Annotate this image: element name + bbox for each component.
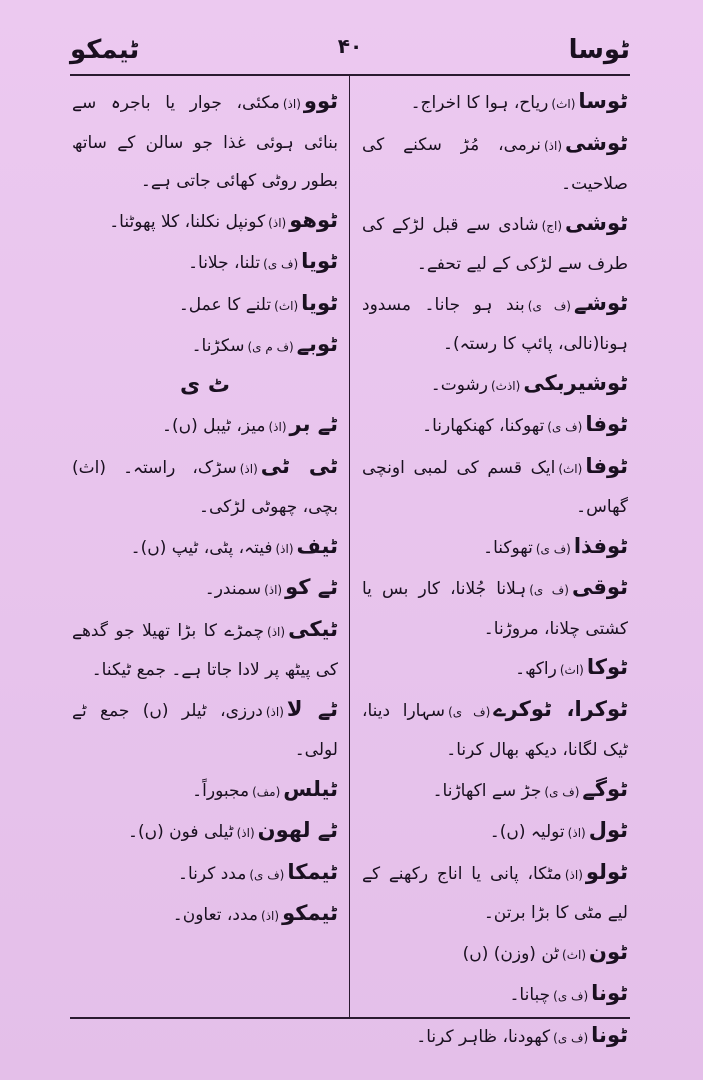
- entry-grammar-tag: (ف ی): [527, 298, 571, 313]
- entry-headword: ٹوبے: [296, 332, 338, 356]
- entry-headword: ٹی ٹی: [260, 453, 338, 478]
- entry-definition: ایک قسم کی لمبی اونچی گھاس۔: [362, 457, 628, 517]
- entry-definition: مدد کرنا۔: [177, 863, 247, 884]
- dictionary-entry: [362, 82, 628, 124]
- entry-grammar-tag: (اذ): [236, 826, 255, 840]
- entry-grammar-tag: (ف ی): [544, 784, 580, 799]
- dictionary-entry: [362, 811, 628, 853]
- entry-definition: تولیہ (ں)۔: [489, 822, 565, 842]
- entry-definition: سمندر۔: [204, 579, 262, 599]
- entry-grammar-tag: (اث): [274, 298, 299, 313]
- dictionary-entry: [362, 648, 628, 690]
- entry-headword: ٹوقی: [571, 575, 628, 599]
- dictionary-entry: [362, 690, 628, 770]
- entry-headword: ٹونا: [591, 1022, 628, 1047]
- entry-definition: ٹن (وزن) (ں): [462, 943, 560, 964]
- entry-definition: چبانا۔: [509, 985, 551, 1005]
- entry-definition: سڑک، راستہ۔ (اث) بچی، چھوٹی لڑکی۔: [72, 457, 338, 517]
- entry-definition: مدد، تعاون۔: [172, 905, 259, 925]
- dictionary-entry: [72, 447, 338, 527]
- entry-headword: ٹوشیربکی: [523, 370, 628, 395]
- entry-headword: ٹے لا: [286, 696, 339, 721]
- entry-definition: تلنے کا عمل۔: [178, 294, 272, 315]
- entry-grammar-tag: (اث): [559, 663, 584, 677]
- entry-grammar-tag: (اذ): [567, 826, 586, 840]
- dictionary-entry: [72, 284, 338, 326]
- header-last-word: ٹیمکو: [70, 35, 140, 65]
- entry-headword: ٹوسا: [578, 89, 628, 113]
- dictionary-entry: [72, 770, 338, 812]
- entry-grammar-tag: (ف ی): [249, 867, 285, 882]
- dictionary-entry: [72, 853, 338, 895]
- entry-definition: راکھ۔: [515, 659, 557, 679]
- entry-headword: ٹیمکا: [287, 859, 338, 884]
- entry-headword: ٹوو: [303, 89, 338, 113]
- entry-definition: کونپل نکلنا، کلا پھوٹنا۔: [109, 211, 266, 232]
- entry-definition: فیتہ، پٹی، ٹیپ (ں)۔: [130, 537, 273, 558]
- entry-grammar-tag: (ف ی): [535, 541, 571, 556]
- entry-definition: میز، ٹیبل (ں)۔: [162, 416, 266, 436]
- dictionary-entry: [362, 853, 628, 933]
- entry-grammar-tag: (اذ): [261, 909, 280, 923]
- dictionary-entry: [72, 527, 338, 569]
- entry-grammar-tag: (اذ): [239, 461, 258, 476]
- dictionary-entry: [362, 974, 628, 1016]
- entry-grammar-tag: (ف ی): [547, 420, 583, 434]
- dictionary-entry: [362, 770, 628, 812]
- entry-headword: ٹونا: [591, 981, 628, 1005]
- entry-headword: ٹوفا: [585, 412, 628, 436]
- entry-grammar-tag: (ف ی): [263, 257, 299, 271]
- entry-headword: ٹے لھون: [257, 818, 338, 842]
- entry-headword: ٹوفذا: [573, 533, 628, 558]
- entry-grammar-tag: (اذ): [268, 420, 287, 434]
- entry-headword: ٹویا: [301, 290, 338, 315]
- entry-definition: تھوکنا، کھنکھارنا۔: [422, 416, 545, 436]
- entry-definition: بند ہو جانا۔ مسدود ہونا(نالی، پائپ کا رستہ)۔: [362, 294, 628, 354]
- dictionary-entry: [72, 690, 338, 770]
- dictionary-entry: [362, 284, 628, 364]
- entry-grammar-tag: (ف م ی): [247, 340, 294, 354]
- entry-headword: ٹیکی: [288, 616, 338, 641]
- entry-definition: نرمی، مُڑ سکنے کی صلاحیت۔: [362, 134, 628, 194]
- dictionary-entry: [362, 527, 628, 569]
- right-column: [362, 82, 628, 1047]
- entry-headword: ٹیلس: [283, 776, 338, 801]
- dictionary-entry: [362, 447, 628, 527]
- dictionary-entry: [72, 894, 338, 936]
- dictionary-entry: [72, 568, 338, 610]
- dictionary-entry: [362, 1016, 628, 1058]
- entry-grammar-tag: (اذ): [544, 138, 563, 153]
- entry-grammar-tag: (اذ): [564, 867, 583, 882]
- entry-definition: سہارا دینا، ٹیک لگانا، دیکھ بھال کرنا۔: [362, 700, 628, 760]
- entry-headword: ٹیف: [296, 533, 338, 558]
- entry-grammar-tag: (اج): [541, 218, 563, 233]
- dictionary-entry: [362, 568, 628, 648]
- entry-grammar-tag: (اذث): [490, 378, 521, 393]
- entry-definition: مجبوراً۔: [192, 780, 250, 801]
- entry-grammar-tag: (اث): [562, 947, 587, 962]
- dictionary-entry: [362, 364, 628, 406]
- entry-grammar-tag: (ف ی): [553, 989, 589, 1003]
- entry-headword: ٹوشی: [565, 210, 628, 235]
- section-heading: ٹ ی: [180, 372, 230, 398]
- entry-definition: تھوکنا۔: [483, 537, 533, 558]
- entry-definition: جڑ سے اکھاڑنا۔: [432, 780, 542, 801]
- entry-headword: ٹوشی: [565, 130, 628, 155]
- entry-headword: ٹے کو: [285, 575, 338, 599]
- entry-definition: کھودنا، ظاہر کرنا۔: [416, 1026, 551, 1047]
- left-column-entries-bottom: [72, 405, 338, 936]
- top-rule: [70, 74, 630, 76]
- entry-grammar-tag: (مف): [252, 784, 281, 799]
- dictionary-entry: [72, 811, 338, 853]
- entry-headword: ٹے بر: [289, 412, 338, 436]
- left-column-entries-top: [72, 82, 338, 367]
- entry-definition: شادی سے قبل لڑکے کی طرف سے لڑکی کے لیے تحفے۔: [362, 214, 628, 274]
- dictionary-entry: [72, 325, 338, 367]
- entry-headword: ٹوفا: [585, 453, 628, 478]
- entry-grammar-tag: (اذ): [265, 704, 284, 719]
- entry-grammar-tag: (ف ی): [529, 583, 569, 597]
- entry-grammar-tag: (اث): [558, 461, 583, 476]
- entry-headword: ٹوکا: [586, 655, 628, 679]
- entry-definition: ٹیلی فون (ں)۔: [128, 822, 234, 842]
- left-column: [72, 82, 338, 1012]
- entry-headword: ٹوشے: [573, 290, 628, 315]
- entry-headword: ٹوکرا، ٹوکرے: [493, 696, 628, 721]
- entry-headword: ٹوھو: [289, 207, 338, 232]
- dictionary-entry: [362, 405, 628, 447]
- entry-grammar-tag: (ف ی): [448, 704, 491, 719]
- entry-definition: رشوت۔: [430, 374, 488, 395]
- entry-grammar-tag: (اذ): [275, 541, 294, 556]
- dictionary-entry: [72, 405, 338, 447]
- dictionary-entry: [362, 933, 628, 975]
- entry-headword: ٹول: [588, 818, 628, 842]
- dictionary-entry: [362, 204, 628, 284]
- entry-grammar-tag: (اذ): [282, 97, 301, 111]
- entry-definition: درزی، ٹیلر (ں) جمع ٹے لولی۔: [72, 700, 338, 760]
- entry-grammar-tag: (اذ): [264, 583, 283, 597]
- entry-headword: ٹولو: [585, 859, 628, 884]
- entry-headword: ٹیمکو: [282, 901, 338, 925]
- page-header: [70, 30, 630, 70]
- entry-grammar-tag: (اذ): [267, 624, 286, 639]
- entry-definition: تلنا، جلانا۔: [188, 253, 261, 273]
- entry-grammar-tag: (اذ): [268, 215, 287, 230]
- entry-headword: ٹوگے: [582, 776, 628, 801]
- entry-definition: مٹکا، پانی یا اناج رکھنے کے لیے مٹی کا بڑا برتن۔: [362, 863, 628, 923]
- entry-definition: چمڑے کا بڑا تھیلا جو گدھے کی پیٹھ پر لادا جاتا ہے۔ جمع ٹیکنا۔: [72, 620, 338, 680]
- entry-grammar-tag: (ف ی): [553, 1030, 589, 1045]
- entry-definition: سکڑنا۔: [191, 336, 245, 356]
- dictionary-entry: [72, 201, 338, 243]
- entry-headword: ٹویا: [301, 249, 338, 273]
- entry-definition: ہلانا جُلانا، کار بس یا کشتی چلانا، مروڑنا۔: [362, 579, 628, 639]
- dictionary-entry: [72, 82, 338, 201]
- column-divider: [349, 76, 350, 1017]
- dictionary-entry: [362, 124, 628, 204]
- entry-headword: ٹون: [589, 939, 628, 964]
- page-number: ۴۰: [337, 34, 363, 58]
- entry-definition: ریاح، ہوا کا اخراج۔: [410, 93, 549, 113]
- header-first-word: ٹوسا: [568, 35, 630, 65]
- entry-grammar-tag: (اث): [551, 97, 576, 111]
- dictionary-entry: [72, 242, 338, 284]
- entry-definition: مکئی، جوار یا باجرہ سے بنائی ہوئی غذا جو سالن کے ساتھ بطور روٹی کھائی جاتی ہے۔: [72, 93, 338, 191]
- dictionary-entry: [72, 610, 338, 690]
